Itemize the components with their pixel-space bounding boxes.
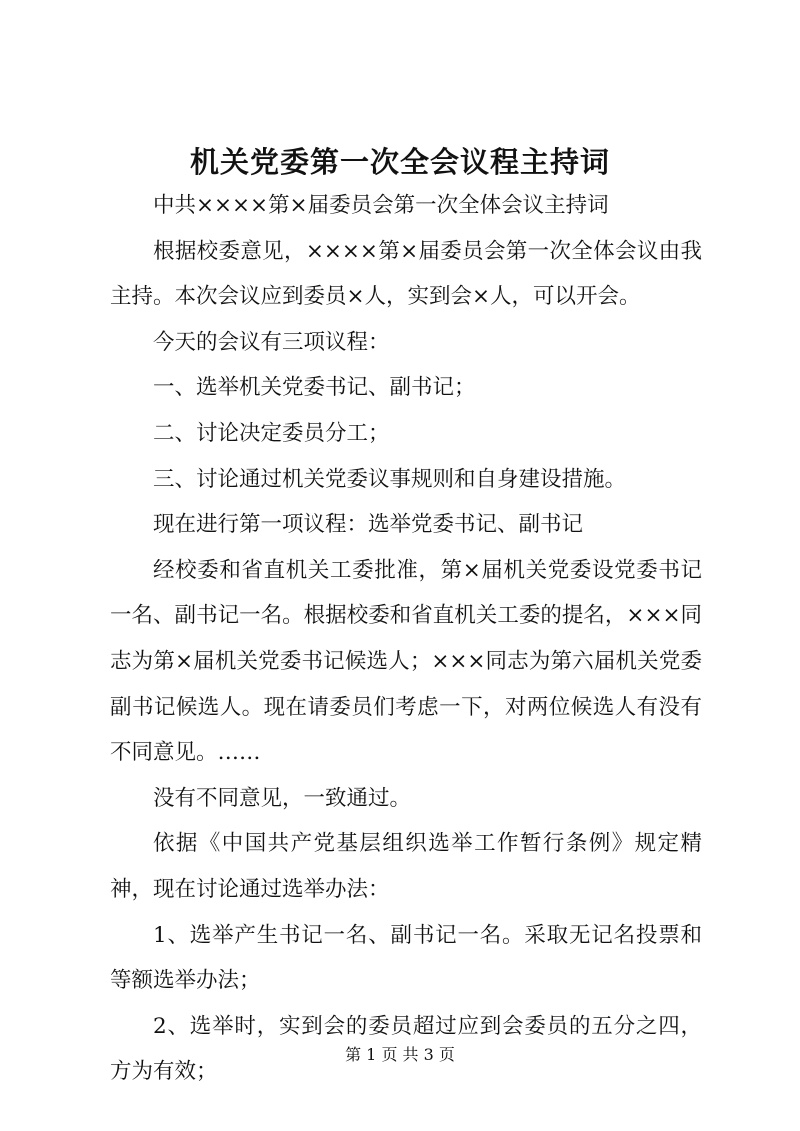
election-rule-1: 1、选举产生书记一名、副书记一名。采取无记名投票和等额选举办法； (110, 922, 702, 994)
paragraph-candidates: 经校委和省直机关工委批准，第×届机关党委设党委书记一名、副书记一名。根据校委和省直机关工委的提名，×××同志为第×届机关党委书记候选人；×××同志为第六届机关党委副书记候选人。现在请委员们考虑一下，对两位候选人有没有不同意见。…… (110, 557, 702, 766)
agenda-item-2: 二、讨论决定委员分工； (153, 420, 390, 446)
agenda-item-1: 一、选举机关党委书记、副书记； (153, 375, 476, 401)
document-title: 机关党委第一次全会议程主持词 (189, 145, 610, 179)
paragraph-first-agenda: 现在进行第一项议程：选举党委书记、副书记 (153, 512, 584, 538)
page-footer: 第 1 页 共 3 页 (345, 1045, 455, 1064)
document-body (110, 183, 702, 1095)
paragraph-intro: 根据校委意见，××××第×届委员会第一次全体会议由我主持。本次会议应到委员×人，实到会×人，可以开会。 (110, 238, 702, 310)
agenda-item-3: 三、讨论通过机关党委议事规则和自身建设措施。 (153, 466, 627, 492)
paragraph-heading: 中共××××第×届委员会第一次全体会议主持词 (153, 193, 609, 218)
paragraph-approval: 没有不同意见，一致通过。 (153, 785, 412, 811)
election-rule-2: 2、选举时，实到会的委员超过应到会委员的五分之四，方为有效； (110, 1013, 702, 1085)
paragraph-agenda-intro: 今天的会议有三项议程： (153, 329, 390, 355)
paragraph-regulation: 依据《中国共产党基层组织选举工作暂行条例》规定精神，现在讨论通过选举办法： (110, 831, 702, 902)
